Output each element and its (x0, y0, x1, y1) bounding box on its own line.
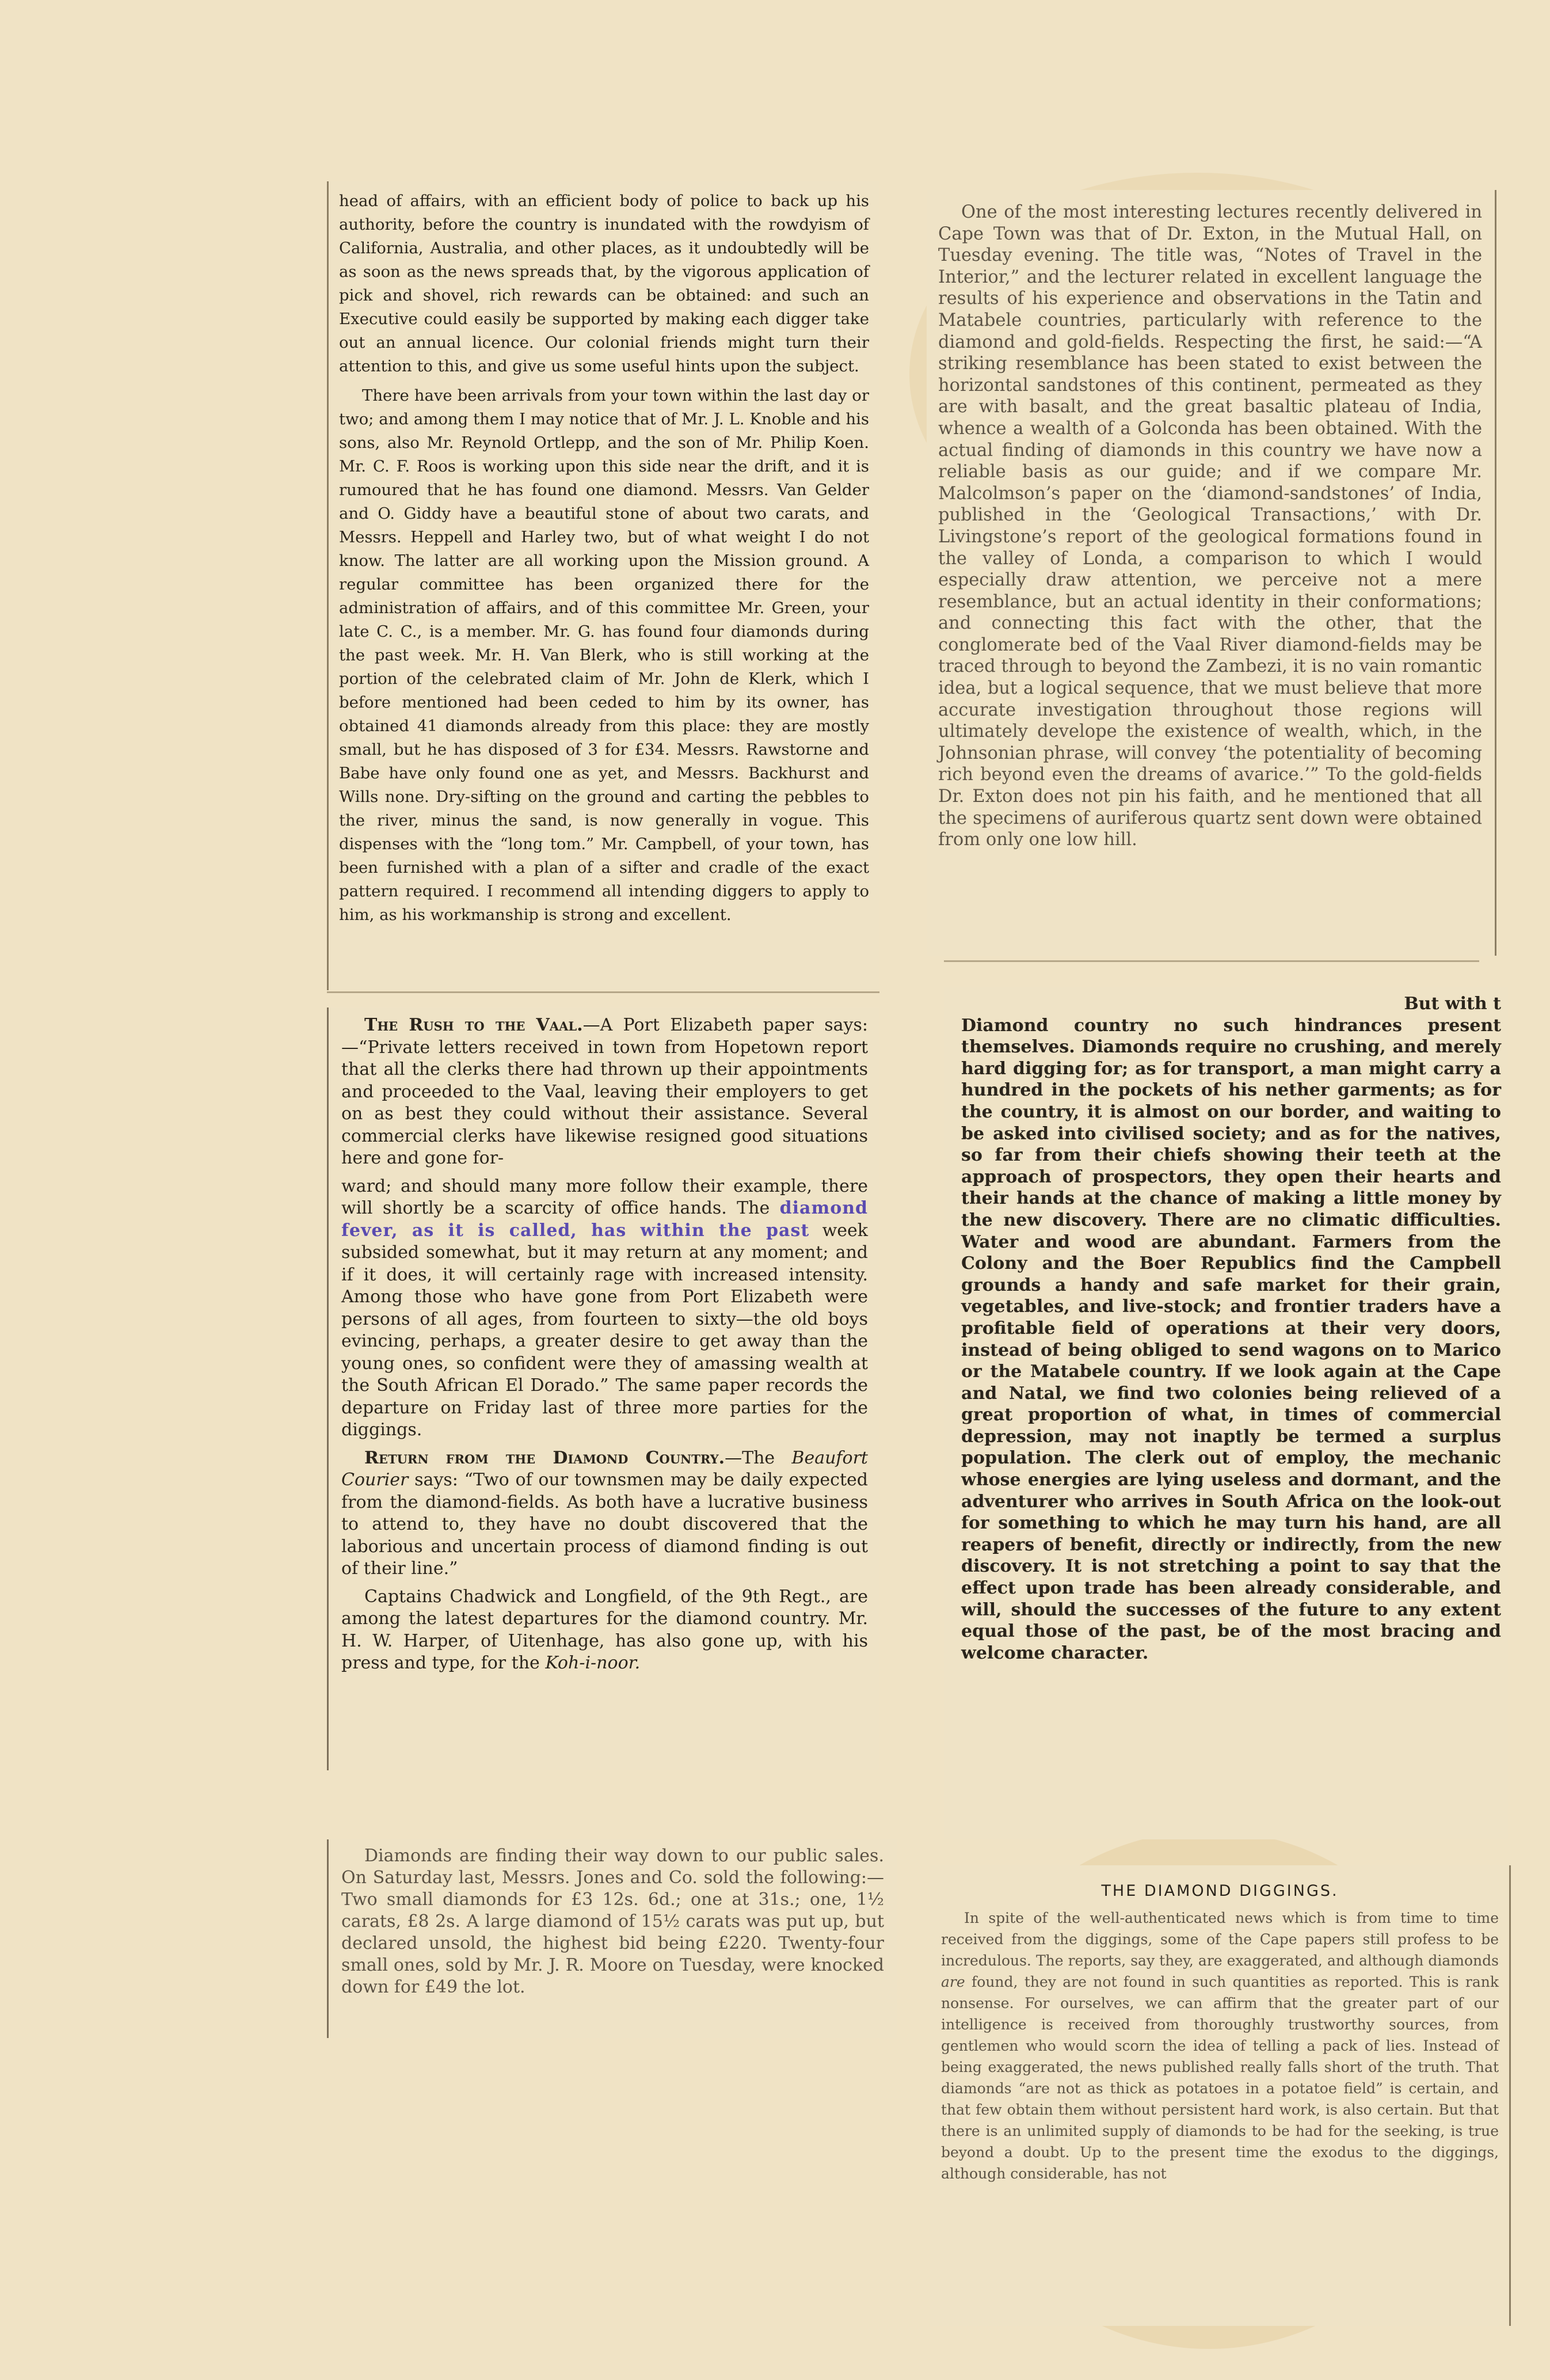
paragraph: In spite of the well-authenticated news which is from time to time received from the diggings, some of the Cape papers still profess to be incredulous. The reports, say they, are exaggerated, and although diamonds (941, 1910, 1499, 1969)
paragraph: —A Port Elizabeth paper says:—“Private letters received in town from Hopetown report that all the clerks there had thrown up their appointments and proceeded to the Vaal, leaving their employers to get on as best they could without their assistance. Several commercial clerks have likewise resigned good situations here and gone for- (341, 1015, 868, 1168)
highlighted-text: diamond fever, as it is called, has within the past (341, 1198, 868, 1241)
clipping-diggers-report (327, 181, 879, 990)
paragraph: Diamond country no such hindrances present themselves. Diamonds require no crushing, and merely hard digging for; as for transport, a man might carry a hundred in the pockets of his nether garments; as for the country, it is almost on our border, and waiting to be asked into civilised society; and as for the natives, so far from their chiefs showing their teeth at the approach of prospectors, they open their hearts and their hands at the chance of making a little money by the new discovery. There are no climatic difficulties. Water and wood are abundant. Farmers from the Colony and the Boer Republics find the Campbell grounds a handy and safe market for their grain, vegetables, and live-stock; and frontier traders have a profitable field of operations at their very doors, instead of being obliged to send wagons on to Marico or the Matabele country. If we look again at the Cape and Natal, we find two colonies being relieved of a great proportion of what, in times of commercial depression, may not inaptly be termed a surplus population. The clerk out of employ, the mechanic whose energies are lying useless and dormant, and the adventurer who arrives in South Africa on the look-out for something to which he may turn his hand, are all reapers of benefit, directly or indirectly, from the new discovery. It is not stretching a point to say that the effect upon trade has been already considerable, and will, should the successes of the future to any extent equal those of the past, be of the most bracing and welcome character. (961, 1015, 1501, 1663)
divider (327, 991, 879, 993)
clipping-rush-to-the-vaal (327, 1007, 879, 1770)
newspaper-name: Koh-i-noor. (545, 1653, 641, 1673)
article-heading: THE DIAMOND DIGGINGS. (1101, 1882, 1339, 1900)
section-heading: The Rush to the Vaal. (364, 1015, 583, 1035)
lead-line: But with t (1404, 994, 1501, 1014)
clipping-the-diamond-diggings (930, 1865, 1511, 2326)
section-heading: Return from the Diamond Country. (364, 1447, 725, 1468)
paragraph: Diamonds are finding their way down to our public sales. On Saturday last, Messrs. Jones and Co. sold the following:—Two small diamonds for £3 12s. 6d.; one at 31s.; one, 1½ carats, £8 2s. A large diamond of 15½ carats was put up, but declared unsold, the highest bid being £220. Twenty-four small ones, sold by Mr. J. R. Moore on Tuesday, were knocked down for £49 the lot. (341, 1846, 884, 1997)
paragraph: One of the most interesting lectures recently delivered in Cape Town was that of Dr. Exton, in the Mutual Hall, on Tuesday evening. The title was, “Notes of Travel in the Interior,” and the lecturer related in excellent language the results of his experience and observations in the Tatin and Matabele countries, particularly with reference to the diamond and gold-fields. Respecting the first, he said:—“A striking resemblance has been stated to exist between the horizontal sandstones of this continent, permeated as they are with basalt, and the great basaltic plateau of India, whence a wealth of a Golconda has been obtained. With the actual finding of diamonds in this country we have now a reliable basis as our guide; and if we compare Mr. Malcolmson’s paper on the ‘diamond-sandstones’ of India, published in the ‘Geological Transactions,’ with Dr. Livingstone’s report of the geological formations found in the valley of Londa, a comparison to which I would especially draw attention, we perceive not a mere resemblance, but an actual identity in their conformations; and connecting this fact with the other, that the conglomerate bed of the Vaal River diamond-fields may be traced through to beyond the Zambezi, it is no vain romantic idea, but a logical sequence, that we must believe that more accurate investigation throughout those regions will ultimately develope the existence of wealth, which, in the Johnsonian phrase, will convey ‘the potentiality of becoming rich beyond even the dreams of avarice.’” To the gold-fields Dr. Exton does not pin his faith, and he mentioned that all the specimens of auriferous quartz sent down were obtained from only one low hill. (938, 202, 1482, 850)
divider (944, 960, 1479, 962)
paragraph: ward; and should many more follow their example, there will shortly be a scarcity of office hands. The (341, 1176, 868, 1218)
paragraph: found, they are not found in such quantities as reported. This is rank nonsense. For ourselves, we can affirm that the greater part of our intelligence is received from thoroughly trustworthy sources, from gentlemen who would scorn the idea of telling a pack of lies. Instead of being exaggerated, the news published really falls short of the truth. That diamonds “are not as thick as potatoes in a potatoe field” is certain, and that few obtain them without persistent hard work, is also certain. But that there is an unlimited supply of diamonds to be had for the seeking, is true beyond a doubt. Up to the present time the exodus to the diggings, although considerable, has not (941, 1974, 1499, 2182)
paragraph: Captains Chadwick and Longfield, of the 9th Regt., are among the latest departures for the diamond country. Mr. H. W. Harper, of Uitenhage, has also gone up, with his press and type, for the (341, 1586, 868, 1673)
clipping-dr-exton-lecture (927, 190, 1496, 956)
paragraph: week subsided somewhat, but it may return at any moment; and if it does, it will certainly rage with increased intensity. Among those who have gone from Port Elizabeth were persons of all ages, from fourteen to sixty—the old boys evincing, perhaps, a greater desire to get away than the young ones, so confident were they of amassing wealth at the South African El Dorado.” The same paper records the departure on Friday last of three more parties for the diggings. (341, 1220, 868, 1440)
paragraph: head of affairs, with an efficient body of police to back up his authority, before the country is inundated with the rowdyism of California, Australia, and other places, as it undoubtedly will be as soon as the news spreads that, by the vigorous application of pick and shovel, rich rewards can be obtained: and such an Executive could easily be supported by making each digger take out an annual licence. Our colonial friends might turn their attention to this, and give us some useful hints upon the subject. (339, 192, 869, 375)
paragraph: —The (725, 1447, 775, 1468)
paragraph: says: “Two of our townsmen may be daily expected from the diamond-fields. As both have a lucrative business to attend to, they have no doubt discovered that the laborious and uncertain process of diamond finding is out of their line.” (341, 1470, 868, 1579)
emphasis: are (941, 1974, 965, 1990)
paragraph: There have been arrivals from your town within the last day or two; and among them I may notice that of Mr. J. L. Knoble and his sons, also Mr. Reynold Ortlepp, and the son of Mr. Philip Koen. Mr. C. F. Roos is working upon this side near the drift, and it is rumoured that he has found one diamond. Messrs. Van Gelder and O. Giddy have a beautiful stone of about two carats, and Messrs. Heppell and Harley two, but of what weight I do not know. The latter are all working upon the Mission ground. A regular committee has been organized there for the administration of affairs, and of this committee Mr. Green, your late C. C., is a member. Mr. G. has found four diamonds during the past week. Mr. H. Van Blerk, who is still working at the portion of the celebrated claim of Mr. John de Klerk, which I before mentioned had been ceded to him by its owner, has obtained 41 diamonds already from this place: they are mostly small, but he has disposed of 3 for £34. Messrs. Rawstorne and Babe have only found one as yet, and Messrs. Backhurst and Wills none. Dry-sifting on the ground and carting the pebbles to the river, minus the sand, is now generally in vogue. This dispenses with the “long tom.” Mr. Campbell, of your town, has been furnished with a plan of a sifter and cradle of the exact pattern required. I recommend all intending diggers to apply to him, as his workmanship is strong and excellent. (339, 386, 869, 924)
clipping-diamond-country (944, 987, 1508, 1839)
clipping-public-sales (327, 1839, 897, 2038)
source-name: Beaufort Courier (341, 1447, 868, 1490)
